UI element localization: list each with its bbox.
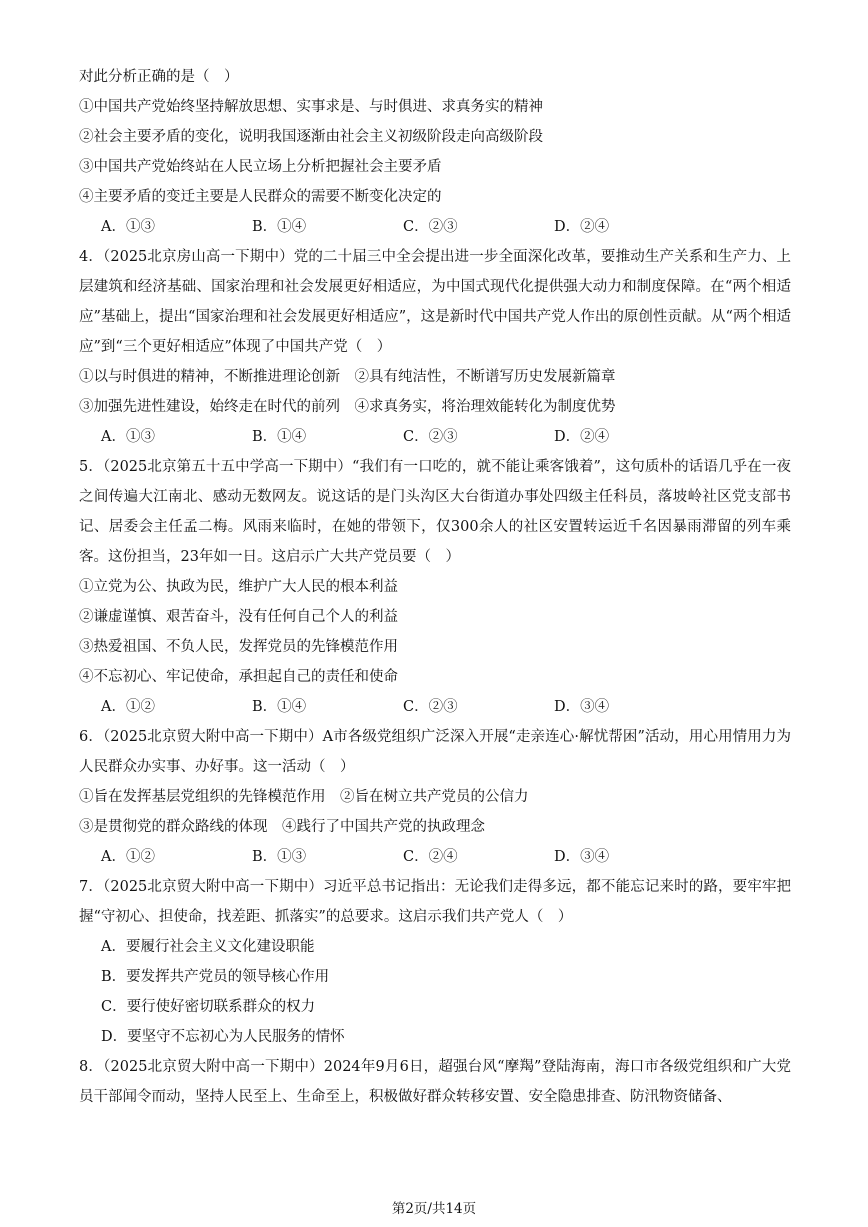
- option-a[interactable]: A．①③: [101, 429, 155, 445]
- statement-item: ④主要矛盾的变迁主要是人民群众的需要不断变化决定的: [79, 189, 442, 205]
- statement-item: ③加强先进性建设，始终走在时代的前列 ④求真务实，将治理效能转化为制度优势: [79, 399, 616, 415]
- option-c[interactable]: C．②④: [403, 849, 458, 865]
- answer-options: [79, 692, 791, 722]
- option-a[interactable]: A．①②: [101, 699, 155, 715]
- statement-item: ③热爱祖国、不负人民，发挥党员的先锋模范作用: [79, 639, 398, 655]
- statement-item: ①立党为公、执政为民，维护广大人民的根本利益: [79, 579, 398, 595]
- answer-options: [79, 842, 791, 872]
- question-6: [79, 722, 791, 872]
- option-a[interactable]: A．①②: [101, 849, 155, 865]
- question-stem: 4．（2025北京房山高一下期中）党的二十届三中全会提出进一步全面深化改革，要推动生产关系和生产力、上层建筑和经济基础、国家治理和社会发展更好相适应，为中国式现代化提供强大动力和制度保障。在“两个相适应”基础上，提出“国家治理和社会发展更好相适应”，这是新时代中国共产党人作出的原创性贡献。从“两个相适应”到“三个更好相适应”体现了中国共产党（ ）: [79, 249, 791, 355]
- question-7: [79, 872, 791, 1052]
- option-b[interactable]: B．①④: [252, 429, 307, 445]
- question-4: [79, 242, 791, 452]
- option-a[interactable]: A．①③: [101, 219, 155, 235]
- statement-item: ①以与时俱进的精神，不断推进理论创新 ②具有纯洁性，不断谱写历史发展新篇章: [79, 369, 616, 385]
- choice-c[interactable]: C．要行使好密切联系群众的权力: [101, 999, 316, 1015]
- choice-a[interactable]: A．要履行社会主义文化建设职能: [101, 939, 315, 955]
- option-d[interactable]: D．③④: [554, 849, 610, 865]
- question-stem: 7．（2025北京贸大附中高一下期中）习近平总书记指出：无论我们走得多远，都不能忘记来时的路，要牢牢把握“守初心、担使命，找差距、抓落实”的总要求。这启示我们共产党人（ ）: [79, 879, 791, 925]
- option-c[interactable]: C．②③: [403, 219, 458, 235]
- question-stem: 5．（2025北京第五十五中学高一下期中）“我们有一口吃的，就不能让乘客饿着”，这句质朴的话语几乎在一夜之间传遍大江南北、感动无数网友。说这话的是门头沟区大台街道办事处四级主任科员，落坡岭社区党支部书记、居委会主任孟二梅。风雨来临时，在她的带领下，仅300余人的社区安置转运近千名因暴雨滞留的列车乘客。这份担当，23年如一日。这启示广大共产党员要（ ）: [79, 459, 791, 565]
- question-8: [79, 1052, 791, 1112]
- choice-d[interactable]: D．要坚守不忘初心为人民服务的情怀: [101, 1029, 345, 1045]
- option-b[interactable]: B．①④: [252, 219, 307, 235]
- page-footer: 第2页/共14页: [391, 1201, 477, 1217]
- option-d[interactable]: D．③④: [554, 699, 610, 715]
- statement-item: ③中国共产党始终站在人民立场上分析把握社会主要矛盾: [79, 159, 442, 175]
- option-c[interactable]: C．②③: [403, 429, 458, 445]
- choice-b[interactable]: B．要发挥共产党员的领导核心作用: [101, 969, 330, 985]
- question-stem: 对此分析正确的是（ ）: [79, 69, 239, 85]
- option-d[interactable]: D．②④: [554, 219, 610, 235]
- option-b[interactable]: B．①④: [252, 699, 307, 715]
- question-stem: 8．（2025北京贸大附中高一下期中）2024年9月6日，超强台风“摩羯”登陆海南，海口市各级党组织和广大党员干部闻令而动，坚持人民至上、生命至上，积极做好群众转移安置、安全隐患排查、防汛物资储备、: [79, 1059, 791, 1105]
- option-c[interactable]: C．②③: [403, 699, 458, 715]
- document-page: [79, 62, 791, 1112]
- statement-item: ④不忘初心、牢记使命，承担起自己的责任和使命: [79, 669, 398, 685]
- statement-item: ①中国共产党始终坚持解放思想、实事求是、与时俱进、求真务实的精神: [79, 99, 543, 115]
- answer-options: [79, 212, 791, 242]
- question-stem: 6．（2025北京贸大附中高一下期中）A市各级党组织广泛深入开展“走亲连心·解忧帮困”活动，用心用情用力为人民群众办实事、办好事。这一活动（ ）: [79, 729, 791, 775]
- statement-item: ②谦虚谨慎、艰苦奋斗，没有任何自己个人的利益: [79, 609, 398, 625]
- option-b[interactable]: B．①③: [252, 849, 307, 865]
- answer-options: [79, 422, 791, 452]
- option-d[interactable]: D．②④: [554, 429, 610, 445]
- question-5: [79, 452, 791, 722]
- statement-item: ②社会主要矛盾的变化，说明我国逐渐由社会主义初级阶段走向高级阶段: [79, 129, 543, 145]
- statement-item: ①旨在发挥基层党组织的先锋模范作用 ②旨在树立共产党员的公信力: [79, 789, 529, 805]
- question-3: [79, 62, 791, 242]
- statement-item: ③是贯彻党的群众路线的体现 ④践行了中国共产党的执政理念: [79, 819, 485, 835]
